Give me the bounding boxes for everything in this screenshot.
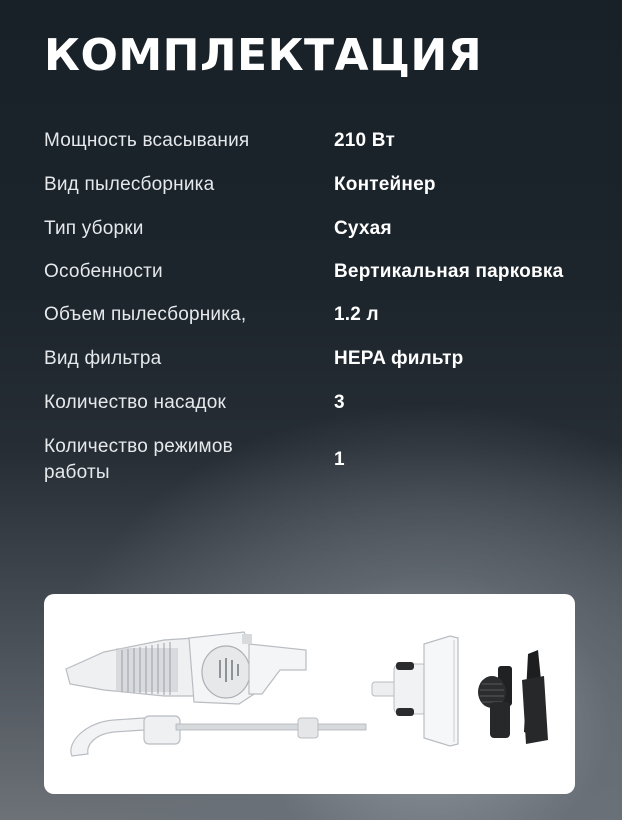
spec-label: Вид фильтра: [44, 348, 162, 369]
spec-value: 1.2 л: [334, 304, 379, 325]
round-brush-image: [478, 666, 512, 738]
spec-value: Сухая: [334, 218, 392, 239]
floor-brush-image: [372, 636, 458, 746]
spec-label: Мощность всасывания: [44, 130, 250, 151]
spec-value: Вертикальная парковка: [334, 261, 564, 282]
spec-label: Вид пылесборника: [44, 174, 215, 195]
spec-value: Контейнер: [334, 174, 436, 195]
spec-label: Количество насадок: [44, 392, 227, 413]
crevice-nozzle-image: [522, 650, 548, 744]
spec-value: 3: [334, 392, 345, 413]
handheld-vacuum-image: [66, 632, 306, 704]
extension-tube-image: [71, 716, 366, 756]
spec-label: Количество режимов работы: [44, 436, 233, 483]
page-title: КОМПЛЕКТАЦИЯ: [44, 30, 483, 81]
spec-label: Тип уборки: [44, 218, 144, 239]
spec-label: Объем пылесборника,: [44, 304, 247, 325]
spec-value: HEPA фильтр: [334, 348, 464, 369]
spec-value: 1: [334, 449, 345, 470]
product-image-card: [44, 594, 575, 794]
spec-label: Особенности: [44, 261, 163, 282]
vacuum-kit-illustration: [44, 594, 575, 794]
spec-value: 210 Вт: [334, 130, 395, 151]
